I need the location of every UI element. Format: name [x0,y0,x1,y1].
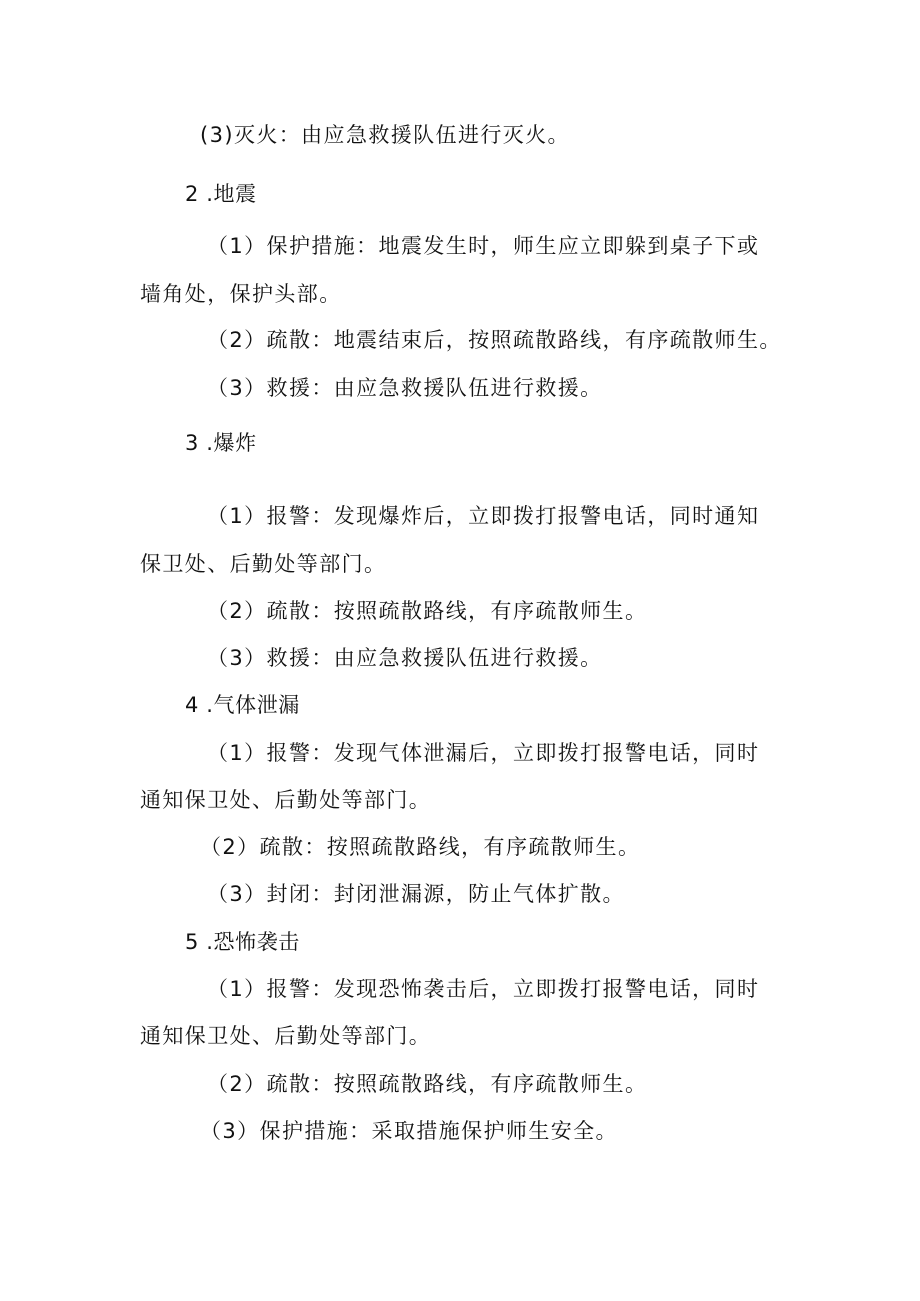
paragraph-line: 保卫处、后勤处等部门。 [140,552,387,576]
section-heading: 2 .地震 [185,182,257,206]
paragraph-line: （2）疏散：按照疏散路线，有序疏散师生。 [207,599,648,623]
section-heading: 5 .恐怖袭击 [185,930,300,954]
paragraph-line: （2）疏散：地震结束后，按照疏散路线，有序疏散师生。 [207,328,782,352]
section-heading: 3 .爆炸 [185,431,257,455]
paragraph-line: 墙角处，保护头部。 [140,282,342,306]
paragraph-line: （2）疏散：按照疏散路线，有序疏散师生。 [207,1072,648,1096]
paragraph-line: （2）疏散：按照疏散路线，有序疏散师生。 [200,835,641,859]
paragraph-line: （3）封闭：封闭泄漏源，防止气体扩散。 [207,882,625,906]
paragraph-line: （1）报警：发现恐怖袭击后，立即拨打报警电话，同时 [207,977,760,1001]
paragraph-line: （3）保护措施：采取措施保护师生安全。 [200,1119,618,1143]
paragraph-line: (3)灭火：由应急救援队伍进行灭火。 [200,123,570,147]
paragraph-line: （3）救援：由应急救援队伍进行救援。 [207,646,603,670]
paragraph-line: 通知保卫处、后勤处等部门。 [140,1024,432,1048]
paragraph-line: 通知保卫处、后勤处等部门。 [140,788,432,812]
paragraph-line: （1）报警：发现气体泄漏后，立即拨打报警电话，同时 [207,741,760,765]
paragraph-line: （1）保护措施：地震发生时，师生应立即躲到桌子下或 [207,234,760,258]
section-heading: 4 .气体泄漏 [185,693,300,717]
paragraph-line: （1）报警：发现爆炸后，立即拨打报警电话，同时通知 [207,504,760,528]
paragraph-line: （3）救援：由应急救援队伍进行救援。 [207,376,603,400]
